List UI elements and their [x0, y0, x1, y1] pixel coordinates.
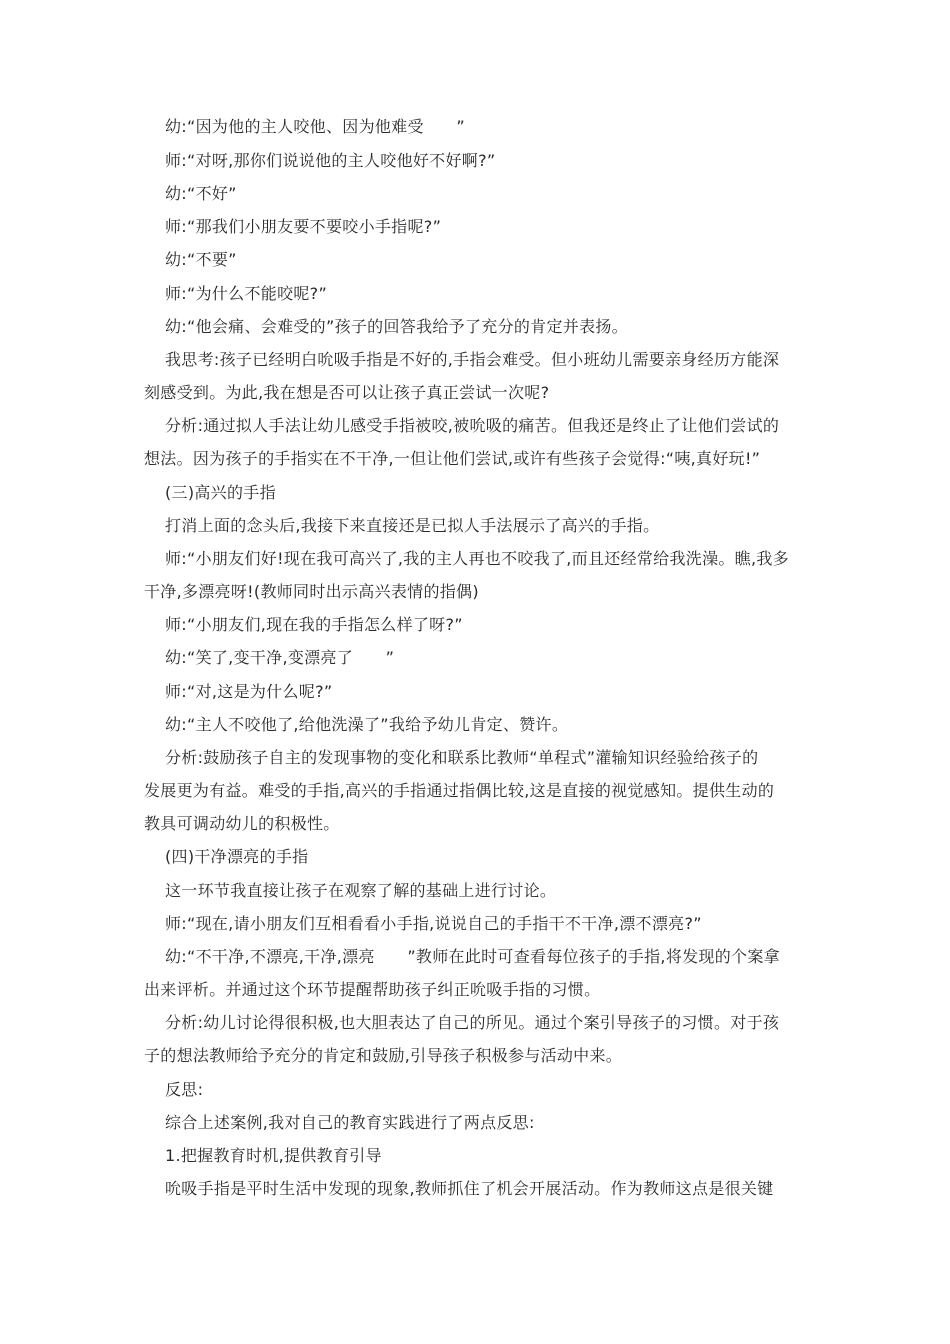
text-line: 分析:通过拟人手法让幼儿感受手指被咬,被吮吸的痛苦。但我还是终止了让他们尝试的: [165, 416, 780, 435]
text-line: 幼:“不干净,不漂亮,干净,漂亮 ”教师在此时可查看每位孩子的手指,将发现的个案拿: [165, 947, 780, 966]
text-line: 幼:“因为他的主人咬他、因为他难受 ”: [165, 117, 465, 136]
text-line: 幼:“主人不咬他了,给他洗澡了”我给予幼儿肯定、赞许。: [165, 715, 569, 734]
text-line: 师:“那我们小朋友要不要咬小手指呢?”: [165, 217, 442, 236]
text-line: 这一环节我直接让孩子在观察了解的基础上进行讨论。: [165, 881, 557, 900]
text-line: 干净,多漂亮呀!(教师同时出示高兴表情的指偶): [144, 582, 479, 601]
text-line: 幼:“不好”: [165, 184, 237, 203]
text-line: 子的想法教师给予充分的肯定和鼓励,引导孩子积极参与活动中来。: [144, 1046, 623, 1065]
section-heading: 1.把握教育时机,提供教育引导: [165, 1146, 382, 1165]
text-line: 分析:幼儿讨论得很积极,也大胆表达了自己的所见。通过个案引导孩子的习惯。对于孩: [165, 1013, 780, 1032]
text-line: 打消上面的念头后,我接下来直接还是已拟人手法展示了高兴的手指。: [165, 516, 660, 535]
text-line: 出来评析。并通过这个环节提醒帮助孩子纠正吮吸手指的习惯。: [144, 980, 601, 999]
text-line: 我思考:孩子已经明白吮吸手指是不好的,手指会难受。但小班幼儿需要亲身经历方能深: [165, 350, 780, 369]
text-line: 吮吸手指是平时生活中发现的现象,教师抓住了机会开展活动。作为教师这点是很关键: [165, 1179, 774, 1198]
text-line: 师:“对呀,那你们说说他的主人咬他好不好啊?”: [165, 151, 496, 170]
text-line: 幼:“他会痛、会难受的”孩子的回答我给予了充分的肯定并表扬。: [165, 317, 628, 336]
text-line: 师:“为什么不能咬呢?”: [165, 284, 328, 303]
section-heading: 反思:: [165, 1080, 204, 1099]
text-line: 分析:鼓励孩子自主的发现事物的变化和联系比教师“单程式”灌输知识经验给孩子的: [165, 748, 759, 767]
text-line: 幼:“笑了,变干净,变漂亮了 ”: [165, 648, 395, 667]
text-line: 师:“小朋友们,现在我的手指怎么样了呀?”: [165, 615, 463, 634]
text-line: 综合上述案例,我对自己的教育实践进行了两点反思:: [165, 1113, 535, 1132]
text-line: 幼:“不要”: [165, 250, 237, 269]
text-line: 教具可调动幼儿的积极性。: [144, 814, 340, 833]
text-line: 师:“对,这是为什么呢?”: [165, 682, 333, 701]
text-line: 发展更为有益。难受的手指,高兴的手指通过指偶比较,这是直接的视觉感知。提供生动的: [144, 781, 775, 800]
text-line: 师:“小朋友们好!现在我可高兴了,我的主人再也不咬我了,而且还经常给我洗澡。瞧,我多: [165, 549, 789, 568]
text-line: 刻感受到。为此,我在想是否可以让孩子真正尝试一次呢?: [144, 383, 550, 402]
section-heading: (四)干净漂亮的手指: [165, 847, 309, 866]
text-line: 想法。因为孩子的手指实在不干净,一但让他们尝试,或许有些孩子会觉得:“咦,真好玩!”: [144, 449, 761, 468]
section-heading: (三)高兴的手指: [165, 483, 276, 502]
text-line: 师:“现在,请小朋友们互相看看小手指,说说自己的手指干不干净,漂不漂亮?”: [165, 914, 702, 933]
